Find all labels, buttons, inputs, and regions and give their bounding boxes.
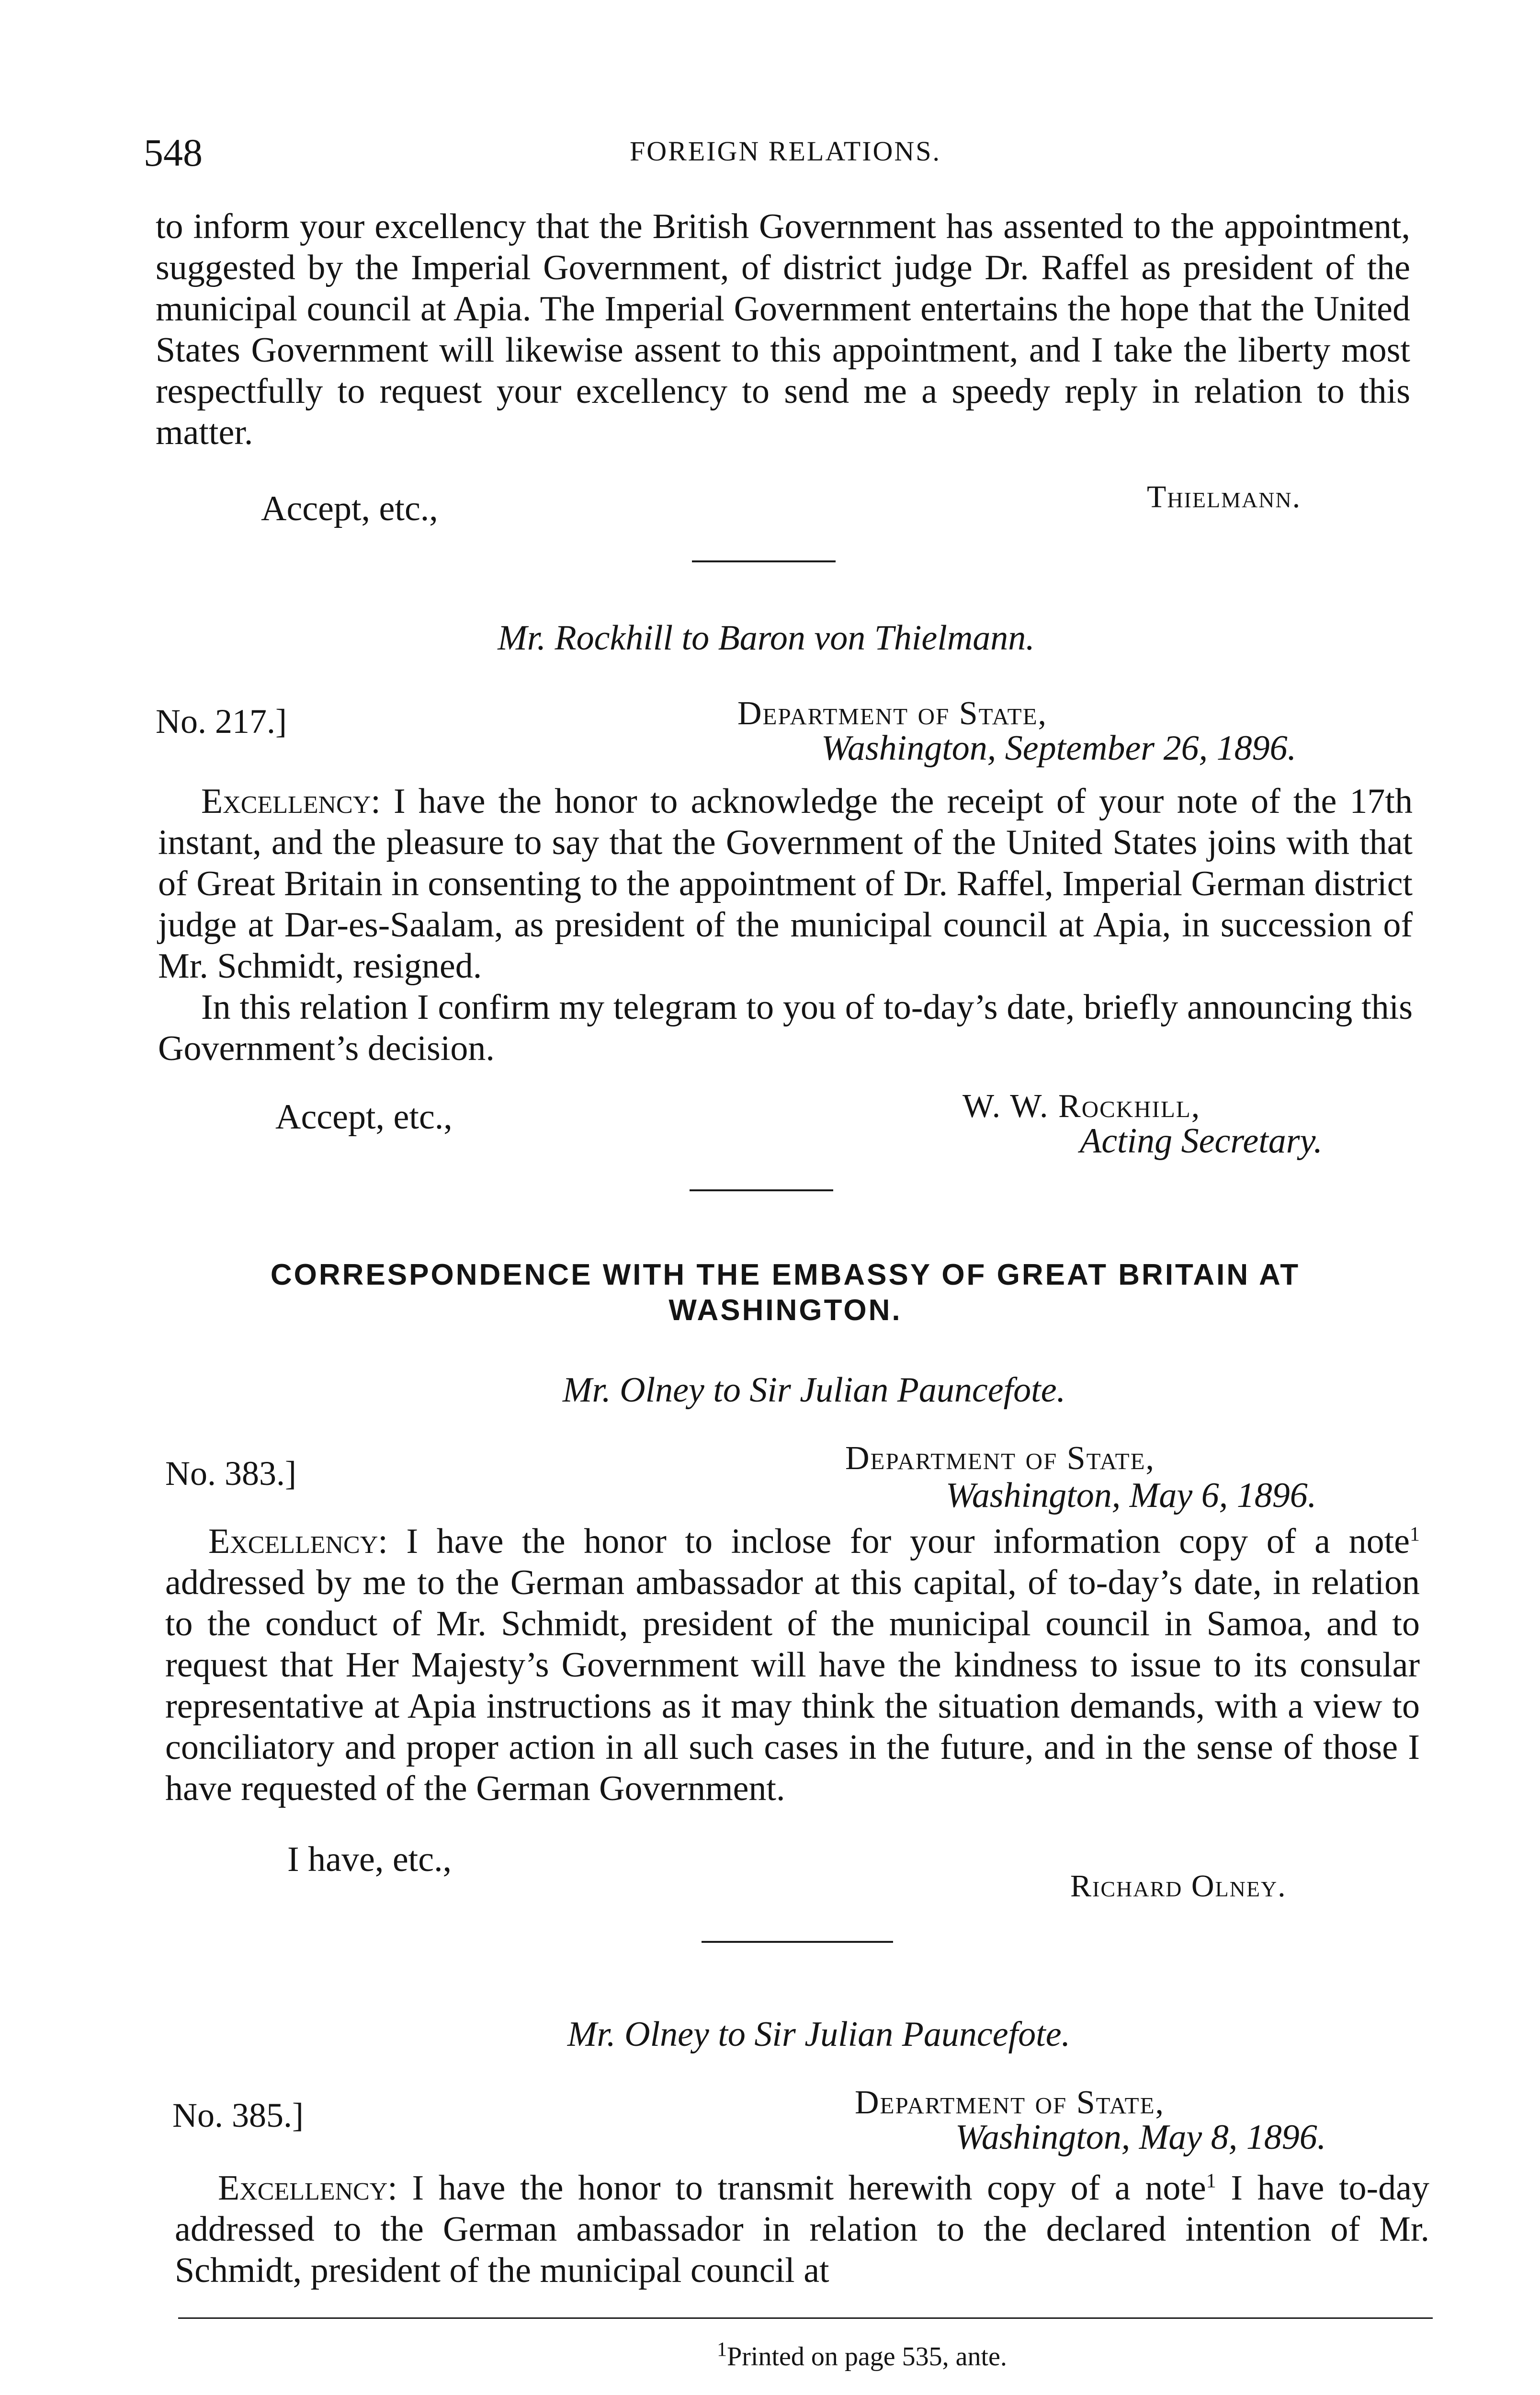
letter3-place-date: Washington, May 6, 1896.: [946, 1476, 1317, 1515]
letter2-paragraph-1: [158, 781, 1413, 987]
salutation: Excellency:: [208, 1522, 388, 1561]
letter3-para1-text-a: I have the honor to inclose for your information copy of a note: [387, 1522, 1410, 1561]
letter1-paragraph: to inform your excellency that the British Government has assented to the appointment, suggested by the Imperial Government, of district judge Dr. Raffel as president of the municipal council at Apia. The Imperial Government entertains the hope that the United States Government will likewise assent to this appointment, and I take the liberty most respectfully to request your excellency to send me a speedy reply in relation to this matter.: [156, 207, 1410, 452]
letter4-paragraph-1: [175, 2167, 1429, 2291]
letter4-number: No. 385.]: [172, 2096, 304, 2134]
letter1-closing: Accept, etc.,: [261, 489, 438, 528]
letter3-body: [165, 1521, 1420, 1809]
letter2-signature-title: Acting Secretary.: [1080, 1121, 1323, 1161]
letter2-place-date: Washington, September 26, 1896.: [821, 729, 1297, 768]
separator-rule: [702, 1941, 893, 1943]
footnote-reference: 1: [1410, 1523, 1420, 1546]
letter3-closing: I have, etc.,: [287, 1840, 452, 1879]
separator-rule: [692, 560, 836, 562]
letter4-place-date: Washington, May 8, 1896.: [955, 2118, 1326, 2157]
letter2-number: No. 217.]: [156, 702, 287, 741]
section-title: CORRESPONDENCE WITH THE EMBASSY OF GREAT BRITAIN AT WASHINGTON.: [270, 1258, 1301, 1327]
letter2-department: Department of State,: [737, 695, 1048, 732]
letter3-department: Department of State,: [845, 1440, 1155, 1477]
letter4-body: [175, 2167, 1429, 2291]
letter3-signature: Richard Olney.: [1070, 1869, 1287, 1904]
separator-rule: [690, 1189, 833, 1191]
letter3-heading: Mr. Olney to Sir Julian Pauncefote.: [562, 1370, 1066, 1410]
salutation: Excellency:: [201, 782, 381, 821]
letter2-para1-text: I have the honor to acknowledge the receipt of your note of the 17th instant, and the pleasure to say that the Government of the United States joins with that of Great Britain in consenting to the appointment of Dr. Raffel, Imperial German district judge at Dar-es-Saalam, as president of the municipal council at Apia, in succession of Mr. Schmidt, resigned.: [158, 782, 1413, 986]
letter2-closing: Accept, etc.,: [275, 1097, 453, 1137]
letter2-signature: W. W. Rockhill,: [962, 1088, 1201, 1125]
letter2-paragraph-2: In this relation I confirm my telegram to you of to-day’s date, briefly announcing this Government’s decision.: [158, 988, 1413, 1068]
letter1-signature: Thielmann.: [1147, 479, 1302, 514]
letter3-number: No. 383.]: [165, 1454, 296, 1493]
salutation: Excellency:: [218, 2168, 397, 2208]
letter3-para1-text-b: addressed by me to the German ambassador at this capital, of to-day’s date, in relation to the conduct of Mr. Schmidt, president of the municipal council in Samoa, and to request that Her Majesty’s Government will have the kindness to issue to its consular representative at Apia instructions as it may think the situation demands, with a view to conciliatory and proper action in all such cases in the future, and in the sense of those I have requested of the German Government.: [165, 1563, 1420, 1808]
letter3-paragraph-1: [165, 1521, 1420, 1809]
running-title: FOREIGN RELATIONS.: [629, 136, 941, 167]
letter4-para1-text-a: I have the honor to transmit herewith copy of a note: [397, 2168, 1206, 2208]
letter2-heading: Mr. Rockhill to Baron von Thielmann.: [498, 618, 1035, 658]
letter1-body: [156, 206, 1410, 453]
letter2-body: [158, 781, 1413, 1069]
footnote-mark: 1: [717, 2338, 727, 2361]
footnote-reference: 1: [1206, 2170, 1216, 2192]
letter4-heading: Mr. Olney to Sir Julian Pauncefote.: [567, 2015, 1071, 2054]
page-number: 548: [144, 131, 203, 174]
footnote-rule: [178, 2317, 1433, 2319]
letter4-para1-text-b: I have to-day addressed to the German ambassador in relation to the declared intention of Mr. Schmidt, president of the municipal council at: [175, 2168, 1429, 2290]
footnote-text: Printed on page 535, ante.: [727, 2342, 1007, 2372]
footnote: [575, 2338, 1149, 2372]
letter4-department: Department of State,: [855, 2084, 1165, 2121]
